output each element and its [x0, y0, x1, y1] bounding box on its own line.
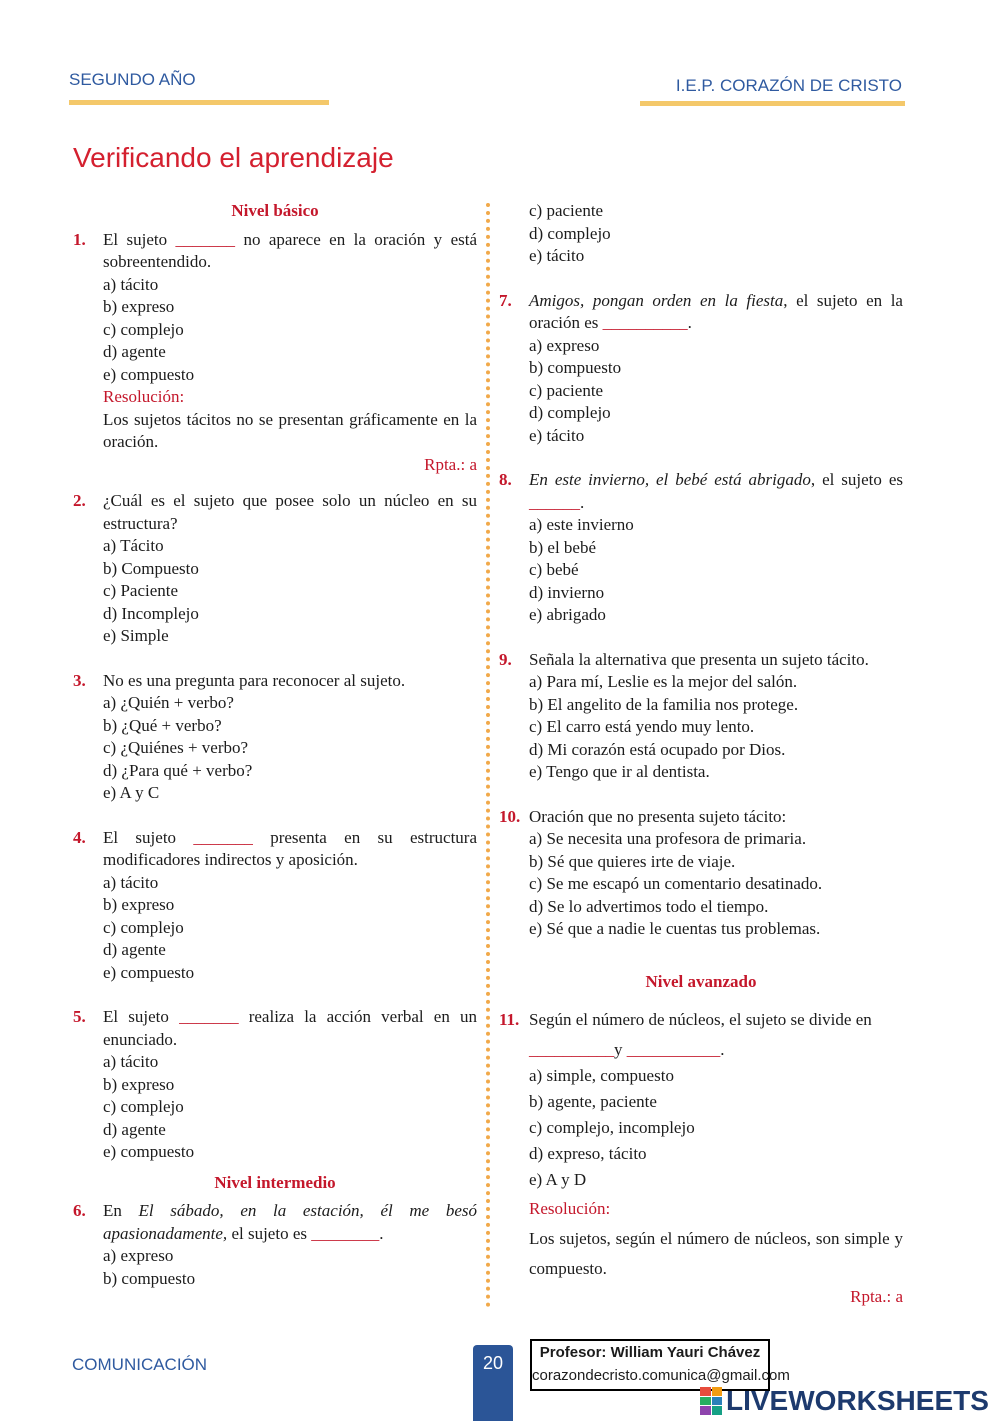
option[interactable]: d) Mi corazón está ocupado por Dios. [529, 739, 786, 759]
question-3 [73, 670, 477, 805]
option[interactable]: d) invierno [529, 582, 605, 602]
answer-blank[interactable]: ________ [311, 1223, 380, 1243]
option[interactable]: c) paciente [529, 201, 604, 220]
question-text-part: no aparece en la oración y está sobreentendido. [103, 229, 477, 271]
option[interactable]: b) expreso [103, 895, 175, 914]
question-text: No es una pregunta para reconocer al sujeto. [103, 670, 406, 690]
question-text: Según el número de núcleos, el sujeto se divide en [529, 1010, 872, 1029]
question-number: 2. [73, 491, 86, 510]
option[interactable]: a) este invierno [529, 515, 634, 534]
question-text [103, 229, 477, 274]
question-text-part: el sujeto es [227, 1223, 312, 1243]
teacher-name: Profesor: William Yauri Chávez [539, 1344, 761, 1361]
level-basic-heading: Nivel básico [231, 201, 319, 220]
option[interactable]: b) compuesto [103, 1268, 196, 1288]
option[interactable]: b) expreso [103, 297, 175, 316]
option[interactable]: c) complejo [103, 917, 184, 937]
answer-line [529, 1037, 903, 1063]
question-2 [73, 490, 477, 648]
question-text [103, 1200, 477, 1245]
option[interactable]: d) complejo [529, 403, 611, 422]
question-number: 6. [73, 1201, 86, 1220]
resolution-label: Resolución: [529, 1199, 611, 1218]
option[interactable]: c) Paciente [103, 581, 179, 600]
question-text-italic: El sábado, en la estación, él me besó apasionadamente, [103, 1201, 477, 1243]
option[interactable]: b) Compuesto [103, 558, 199, 578]
option[interactable]: d) complejo [529, 223, 611, 243]
option[interactable]: e) A y C [103, 783, 160, 802]
answer-label: Rpta.: a [850, 1287, 903, 1306]
liveworksheets-icon [700, 1387, 722, 1415]
option[interactable]: e) Tengo que ir al dentista. [529, 762, 710, 781]
question-number: 10. [499, 806, 521, 826]
answer-blank[interactable]: __________ [529, 1040, 614, 1059]
option[interactable]: d) agente [103, 1119, 166, 1139]
question-6 [73, 1200, 477, 1290]
question-number: 11. [499, 1010, 520, 1029]
option[interactable]: b) agente, paciente [529, 1092, 657, 1111]
option[interactable]: c) bebé [529, 560, 579, 579]
header-grade: SEGUNDO AÑO [69, 70, 196, 89]
option[interactable]: e) compuesto [103, 962, 195, 982]
question-text-italic: En este invierno, el bebé está abrigado [529, 470, 811, 489]
question-text-part: El sujeto [103, 827, 194, 847]
option[interactable]: b) el bebé [529, 537, 597, 557]
question-text-part: , el sujeto es [810, 470, 903, 489]
question-text: Señala la alternativa que presenta un sujeto tácito. [529, 649, 869, 669]
option[interactable]: b) compuesto [529, 358, 622, 377]
answer-blank[interactable]: __________ [602, 313, 688, 332]
option[interactable]: e) A y D [529, 1170, 587, 1189]
question-text-part: El sujeto [103, 1007, 180, 1026]
question-6-continued [499, 200, 903, 268]
level-intermediate-heading: Nivel intermedio [214, 1172, 336, 1192]
question-number: 9. [499, 649, 512, 669]
header-school: I.E.P. CORAZÓN DE CRISTO [675, 76, 902, 95]
question-text: Oración que no presenta sujeto tácito: [529, 806, 787, 826]
question-9 [499, 649, 903, 784]
option[interactable]: c) complejo, incomplejo [529, 1118, 695, 1137]
question-text [529, 469, 903, 514]
option[interactable]: a) Se necesita una profesora de primaria. [529, 829, 807, 848]
option[interactable]: a) expreso [103, 1246, 174, 1265]
option[interactable]: a) Tácito [103, 536, 164, 555]
teacher-stamp [530, 1339, 790, 1391]
option[interactable]: b) Sé que quieres irte de viaje. [529, 851, 736, 871]
liveworksheets-logo[interactable] [700, 1385, 989, 1417]
option[interactable]: c) paciente [529, 380, 604, 400]
question-7 [499, 290, 903, 448]
option[interactable]: d) ¿Para qué + verbo? [103, 760, 253, 780]
question-4 [73, 827, 477, 985]
question-1 [73, 229, 477, 477]
question-text [103, 827, 477, 872]
question-text-part: realiza la acción verbal en un enunciado. [103, 1007, 478, 1049]
question-text-part: . [580, 492, 585, 512]
resolution-text: Los sujetos, según el número de núcleos, son simple y compuesto. [529, 1229, 903, 1278]
level-advanced-heading: Nivel avanzado [645, 971, 757, 991]
question-number: 1. [73, 229, 86, 249]
option[interactable]: b) El angelito de la familia nos protege. [529, 694, 799, 714]
option[interactable]: a) expreso [529, 335, 600, 355]
column-divider [486, 203, 490, 1308]
question-5 [73, 1006, 477, 1164]
option[interactable]: d) agente [103, 940, 166, 959]
option[interactable]: d) agente [103, 342, 166, 361]
option[interactable]: d) Incomplejo [103, 603, 199, 623]
option[interactable]: b) expreso [103, 1074, 175, 1094]
question-10 [499, 806, 903, 941]
option[interactable]: a) tácito [103, 872, 159, 892]
question-text-part: . [687, 313, 692, 332]
page-title: Verificando el aprendizaje [73, 142, 394, 173]
option[interactable]: c) Se me escapó un comentario desatinado. [529, 874, 823, 893]
option[interactable]: a) tácito [103, 274, 159, 294]
connector-text: . [720, 1040, 725, 1059]
answer-blank[interactable]: _______ [175, 229, 236, 249]
option[interactable]: a) Para mí, Leslie es la mejor del salón. [529, 672, 798, 691]
option[interactable]: e) abrigado [529, 605, 606, 624]
answer-blank[interactable]: _______ [193, 827, 253, 847]
option[interactable]: a) ¿Quién + verbo? [103, 693, 234, 712]
header-left-bar [69, 100, 329, 105]
page-number: 20 [473, 1345, 513, 1421]
resolution-text: Los sujetos tácitos no se presentan gráficamente en la oración. [103, 409, 477, 451]
footer-subject: COMUNICACIÓN [72, 1355, 208, 1374]
question-text-part: En [103, 1201, 139, 1220]
option[interactable]: d) Se lo advertimos todo el tiempo. [529, 896, 769, 916]
answer-blank[interactable]: _______ [179, 1007, 239, 1026]
option[interactable]: e) compuesto [103, 1142, 195, 1161]
question-number: 5. [73, 1007, 86, 1026]
question-text-part: El sujeto [103, 229, 176, 249]
answer-blank[interactable]: ___________ [626, 1040, 721, 1059]
question-text-part: , el sujeto en la oración es [529, 290, 903, 332]
option[interactable]: e) compuesto [103, 364, 195, 384]
header-right-bar [640, 101, 905, 106]
question-text: ¿Cuál es el sujeto que posee solo un núcleo en su estructura? [103, 491, 477, 533]
question-text-italic: Amigos, pongan orden en la fiesta [529, 290, 784, 310]
option[interactable]: a) tácito [103, 1052, 159, 1071]
option[interactable]: b) ¿Qué + verbo? [103, 715, 222, 735]
option[interactable]: c) El carro está yendo muy lento. [529, 717, 755, 736]
answer-label: Rpta.: a [424, 454, 477, 474]
option[interactable]: e) tácito [529, 425, 585, 445]
option[interactable]: a) simple, compuesto [529, 1066, 674, 1085]
option[interactable]: c) complejo [103, 1097, 184, 1116]
left-column [73, 200, 477, 1290]
liveworksheets-wordmark: LIVEWORKSHEETS [726, 1385, 989, 1416]
option[interactable]: e) Simple [103, 626, 169, 645]
question-text [103, 1006, 477, 1051]
question-number: 8. [499, 470, 512, 489]
option[interactable]: d) expreso, tácito [529, 1144, 647, 1163]
right-column [499, 200, 903, 1310]
question-text-part: presenta en su estructura modificadores indirectos y aposición. [103, 827, 477, 869]
resolution-label: Resolución: [103, 387, 185, 406]
question-text [529, 290, 903, 335]
option[interactable]: c) ¿Quiénes + verbo? [103, 738, 249, 757]
teacher-email: corazondecristo.comunica@gmail.com [532, 1367, 790, 1384]
question-number: 7. [499, 290, 512, 310]
question-number: 4. [73, 827, 86, 847]
question-number: 3. [73, 670, 86, 690]
question-8 [499, 469, 903, 627]
option[interactable]: e) tácito [529, 246, 585, 265]
answer-blank[interactable]: ______ [529, 492, 580, 512]
question-11 [499, 1007, 903, 1310]
connector-text: y [614, 1040, 623, 1059]
question-text-part: . [379, 1223, 384, 1243]
option[interactable]: c) complejo [103, 319, 184, 339]
option[interactable]: e) Sé que a nadie le cuentas tus problemas. [529, 919, 821, 938]
